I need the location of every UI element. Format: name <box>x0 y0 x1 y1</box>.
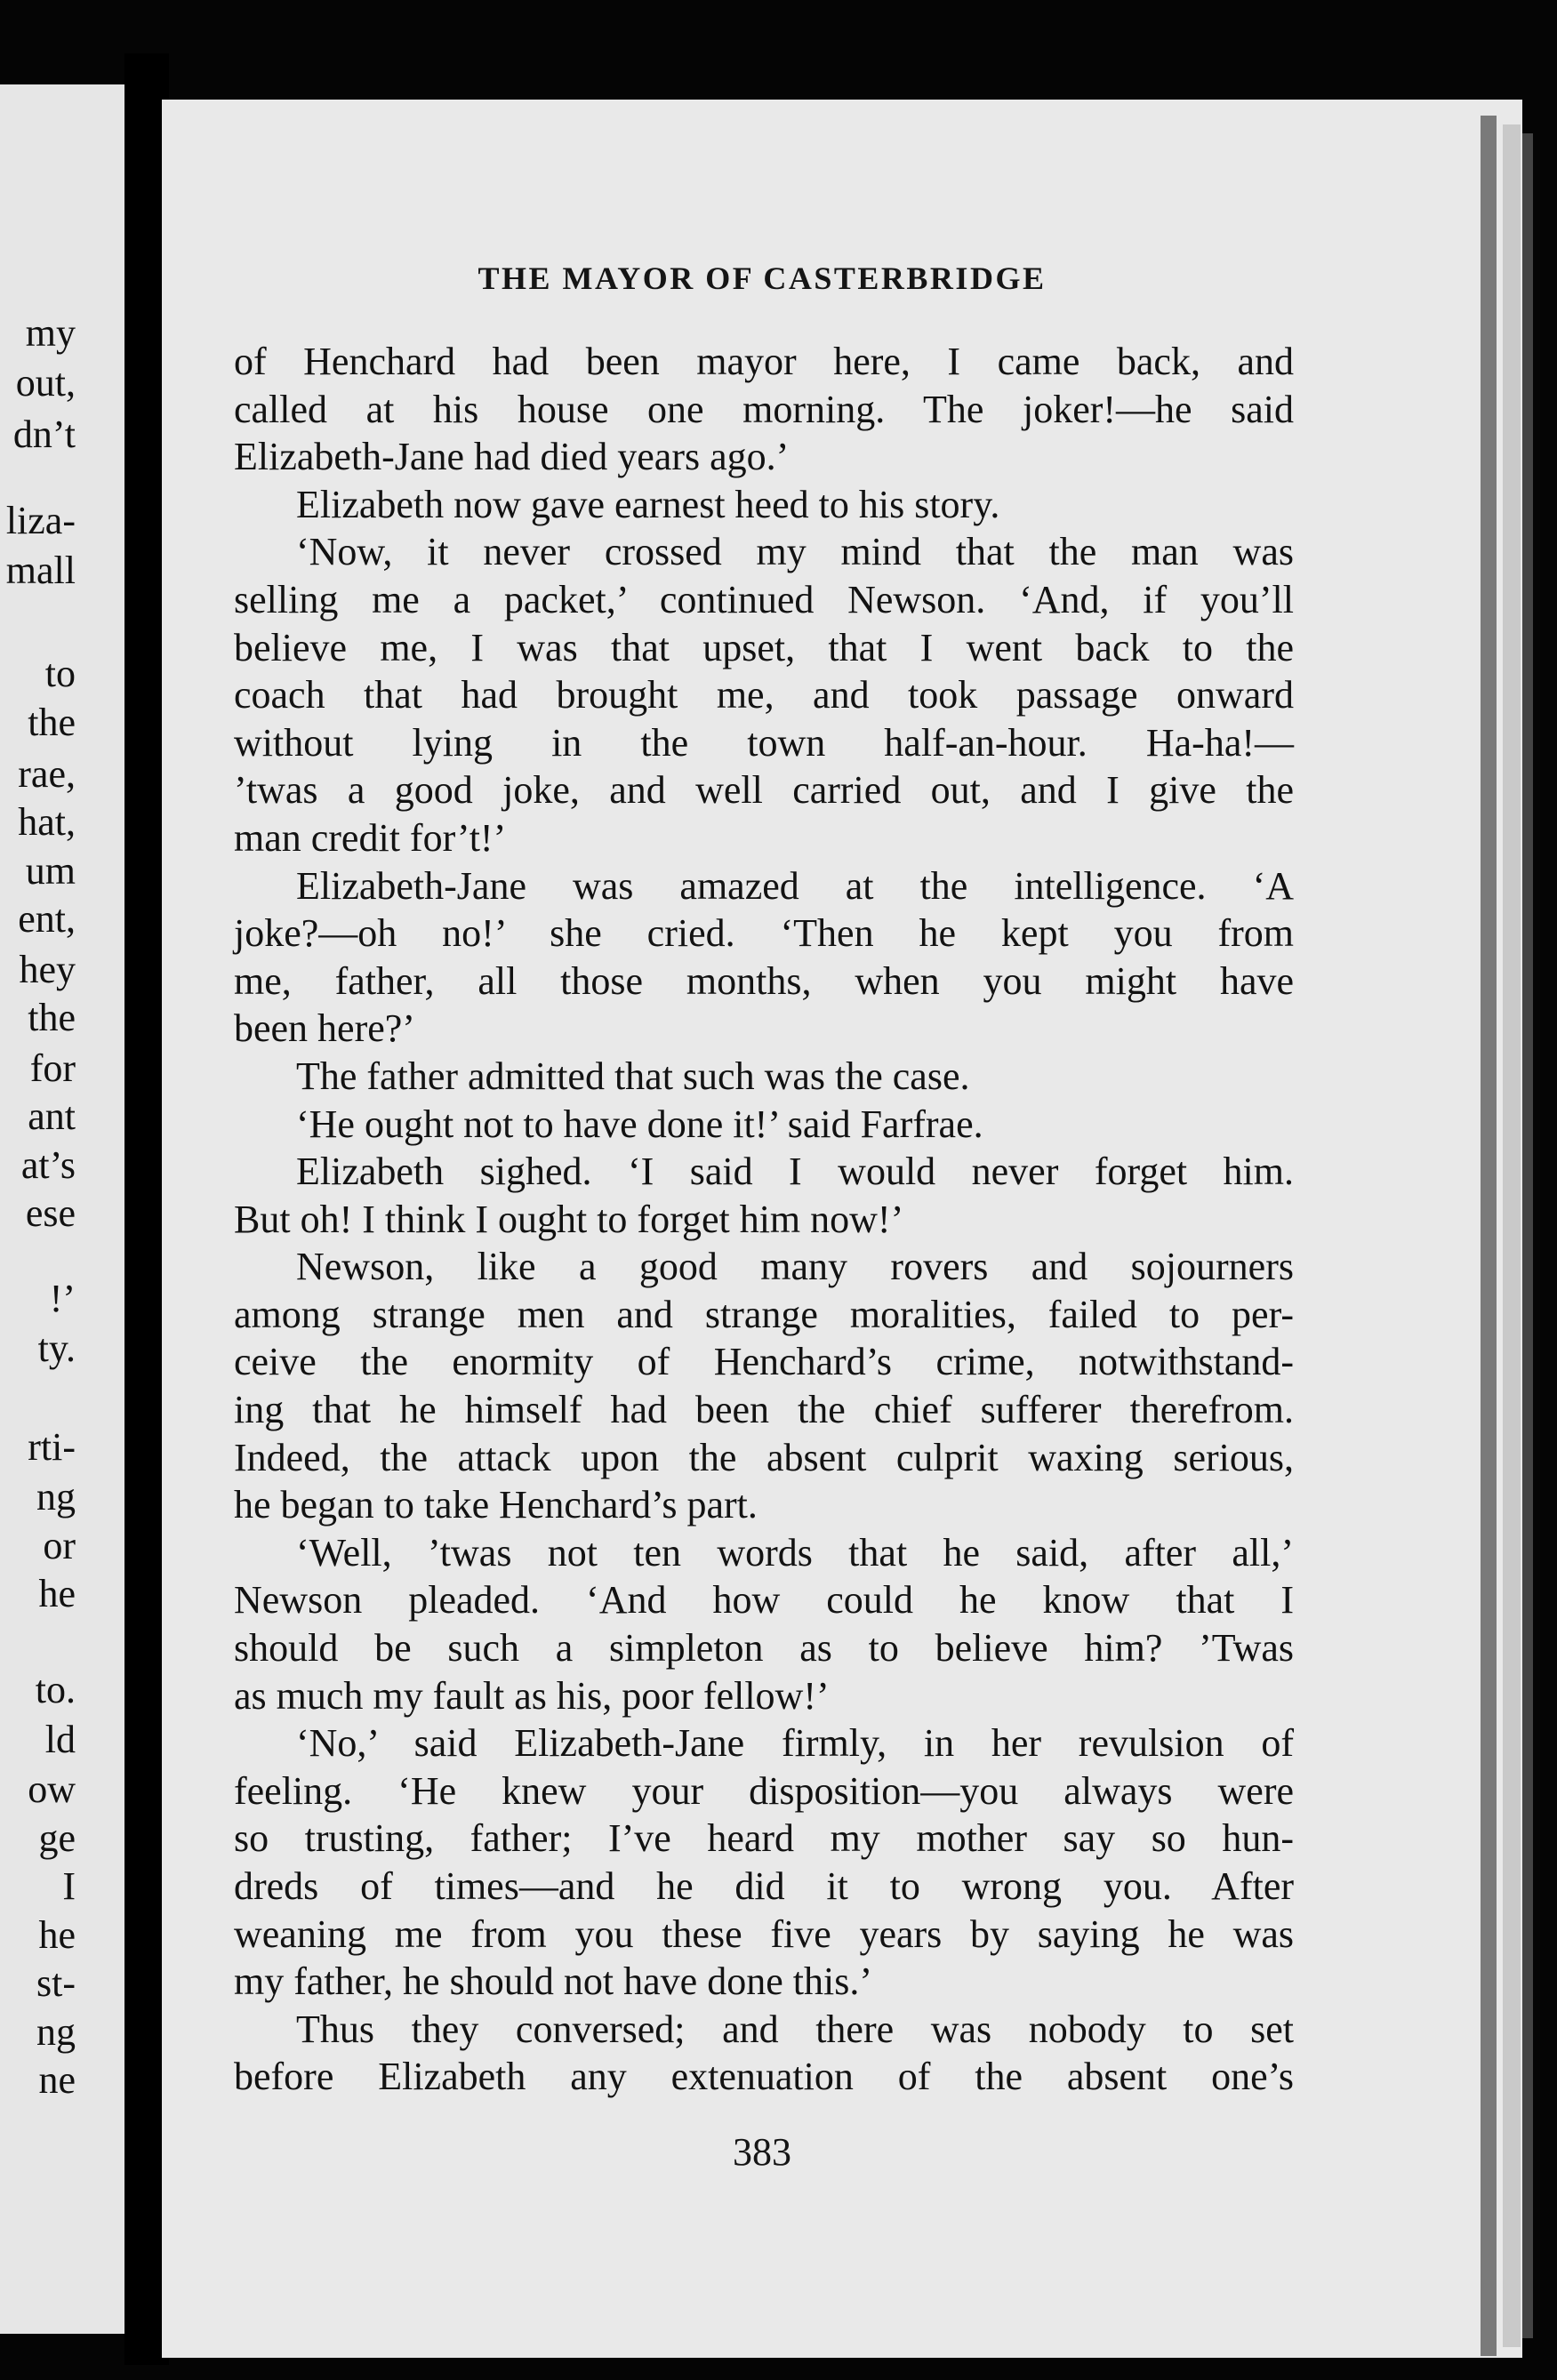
text-line: Newson pleaded. ‘And how could he know that I <box>234 1578 1294 1623</box>
previous-page-fragment: at’s <box>20 1142 76 1187</box>
text-line: ‘Well, ’twas not ten words that he said, after all,’ <box>296 1530 1294 1575</box>
previous-page-fragment: hat, <box>18 800 76 845</box>
previous-page-fragment: ent, <box>18 897 76 942</box>
body-text <box>234 338 1294 2101</box>
previous-page-fragment: the <box>28 700 76 744</box>
text-line: so trusting, father; I’ve heard my mother say so hun- <box>234 1816 1294 1861</box>
previous-page-fragment: ne <box>38 2058 76 2103</box>
text-line: ing that he himself had been the chief sufferer therefrom. <box>234 1388 1294 1432</box>
text-line: Elizabeth-Jane was amazed at the intelligence. ‘A <box>296 863 1294 908</box>
text-line: ‘Now, it never crossed my mind that the man was <box>296 530 1294 574</box>
text-line: ‘No,’ said Elizabeth-Jane firmly, in her revulsion of <box>296 1721 1294 1766</box>
previous-page-fragment: liza- <box>5 499 76 543</box>
previous-page-fragment: ty. <box>37 1326 76 1370</box>
previous-page-fragment: ow <box>28 1767 76 1812</box>
text-line: selling me a packet,’ continued Newson. ‘And, if you’ll <box>234 577 1294 621</box>
running-head: THE MAYOR OF CASTERBRIDGE <box>478 260 1047 296</box>
previous-page-fragment: rti- <box>28 1424 76 1469</box>
previous-page-fragment: ese <box>25 1191 76 1236</box>
previous-page-fragment: !’ <box>49 1276 76 1320</box>
previous-page-fragment: to. <box>35 1667 76 1711</box>
text-line: Indeed, the attack upon the absent culprit waxing serious, <box>234 1435 1294 1479</box>
text-line: ‘He ought not to have done it!’ said Farfrae. <box>296 1102 983 1146</box>
previous-page-fragment: or <box>43 1523 76 1567</box>
text-line: should be such a simpleton as to believe him? ’Twas <box>234 1626 1294 1671</box>
text-line: The father admitted that such was the case. <box>296 1054 970 1098</box>
text-line: weaning me from you these five years by saying he was <box>234 1911 1294 1956</box>
text-line: of Henchard had been mayor here, I came back, and <box>234 340 1294 383</box>
page-number: 383 <box>733 2130 791 2174</box>
text-line: Elizabeth sighed. ‘I said I would never forget him. <box>296 1150 1294 1194</box>
text-line: Elizabeth-Jane had died years ago.’ <box>234 435 790 479</box>
previous-page-fragment: my <box>25 310 76 355</box>
page-edge <box>1522 133 1533 2338</box>
text-line: as much my fault as his, poor fellow!’ <box>234 1673 830 1718</box>
previous-page-fragment: ge <box>38 1815 76 1860</box>
previous-page-text-fragments <box>0 84 124 2334</box>
text-line: ceive the enormity of Henchard’s crime, notwithstand- <box>234 1340 1294 1384</box>
text-line: coach that had brought me, and took passage onward <box>234 673 1294 717</box>
text-line: before Elizabeth any extenuation of the absent one’s <box>234 2055 1294 2099</box>
text-line: called at his house one morning. The joker!—he said <box>234 387 1294 431</box>
previous-page-fragment: ld <box>44 1717 76 1761</box>
previous-page-fragment: for <box>29 1046 76 1090</box>
previous-page-fragment: st- <box>36 1961 76 2006</box>
previous-page-fragment: dn’t <box>12 412 76 456</box>
text-line: dreds of times—and he did it to wrong you. After <box>234 1864 1294 1908</box>
previous-page-fragment: ant <box>28 1094 76 1139</box>
previous-page-fragment: um <box>25 848 76 893</box>
previous-page-fragment: ng <box>36 2009 76 2054</box>
page-edge <box>1503 124 1521 2347</box>
text-line: without lying in the town half-an-hour. Ha-ha!— <box>234 720 1294 765</box>
text-line: man credit for’t!’ <box>234 815 507 860</box>
previous-page-fragment: the <box>28 996 76 1040</box>
previous-page-fragment: to <box>44 652 76 696</box>
text-line: ’twas a good joke, and well carried out, and I give the <box>234 768 1294 813</box>
previous-page-fragment: mall <box>5 549 76 593</box>
text-line: me, father, all those months, when you might have <box>234 958 1294 1003</box>
text-line: been here?’ <box>234 1006 415 1051</box>
text-line: Thus they conversed; and there was nobody to set <box>296 2007 1294 2051</box>
text-line: believe me, I was that upset, that I went back to the <box>234 625 1294 669</box>
text-line: he began to take Henchard’s part. <box>234 1483 758 1527</box>
text-line: feeling. ‘He knew your disposition—you always were <box>234 1768 1294 1813</box>
text-line: Newson, like a good many rovers and sojourners <box>296 1245 1294 1289</box>
previous-page <box>0 84 124 2334</box>
previous-page-fragment: out, <box>15 360 76 405</box>
text-line: Elizabeth now gave earnest heed to his story. <box>296 482 1000 526</box>
page-edge <box>1481 116 1497 2356</box>
previous-page-fragment: he <box>38 1912 76 1957</box>
previous-page-fragment: ng <box>36 1475 76 1519</box>
previous-page-fragment: I <box>62 1864 76 1909</box>
previous-page-fragment: rae, <box>18 751 76 796</box>
text-line: my father, he should not have done this.’ <box>234 1959 872 2004</box>
previous-page-fragment: hey <box>19 947 76 991</box>
previous-page-fragment: he <box>38 1572 76 1616</box>
text-line: joke?—oh no!’ she cried. ‘Then he kept you from <box>234 911 1294 956</box>
text-line: But oh! I think I ought to forget him now!’ <box>234 1197 904 1241</box>
text-line: among strange men and strange moralities, failed to per- <box>234 1292 1294 1336</box>
